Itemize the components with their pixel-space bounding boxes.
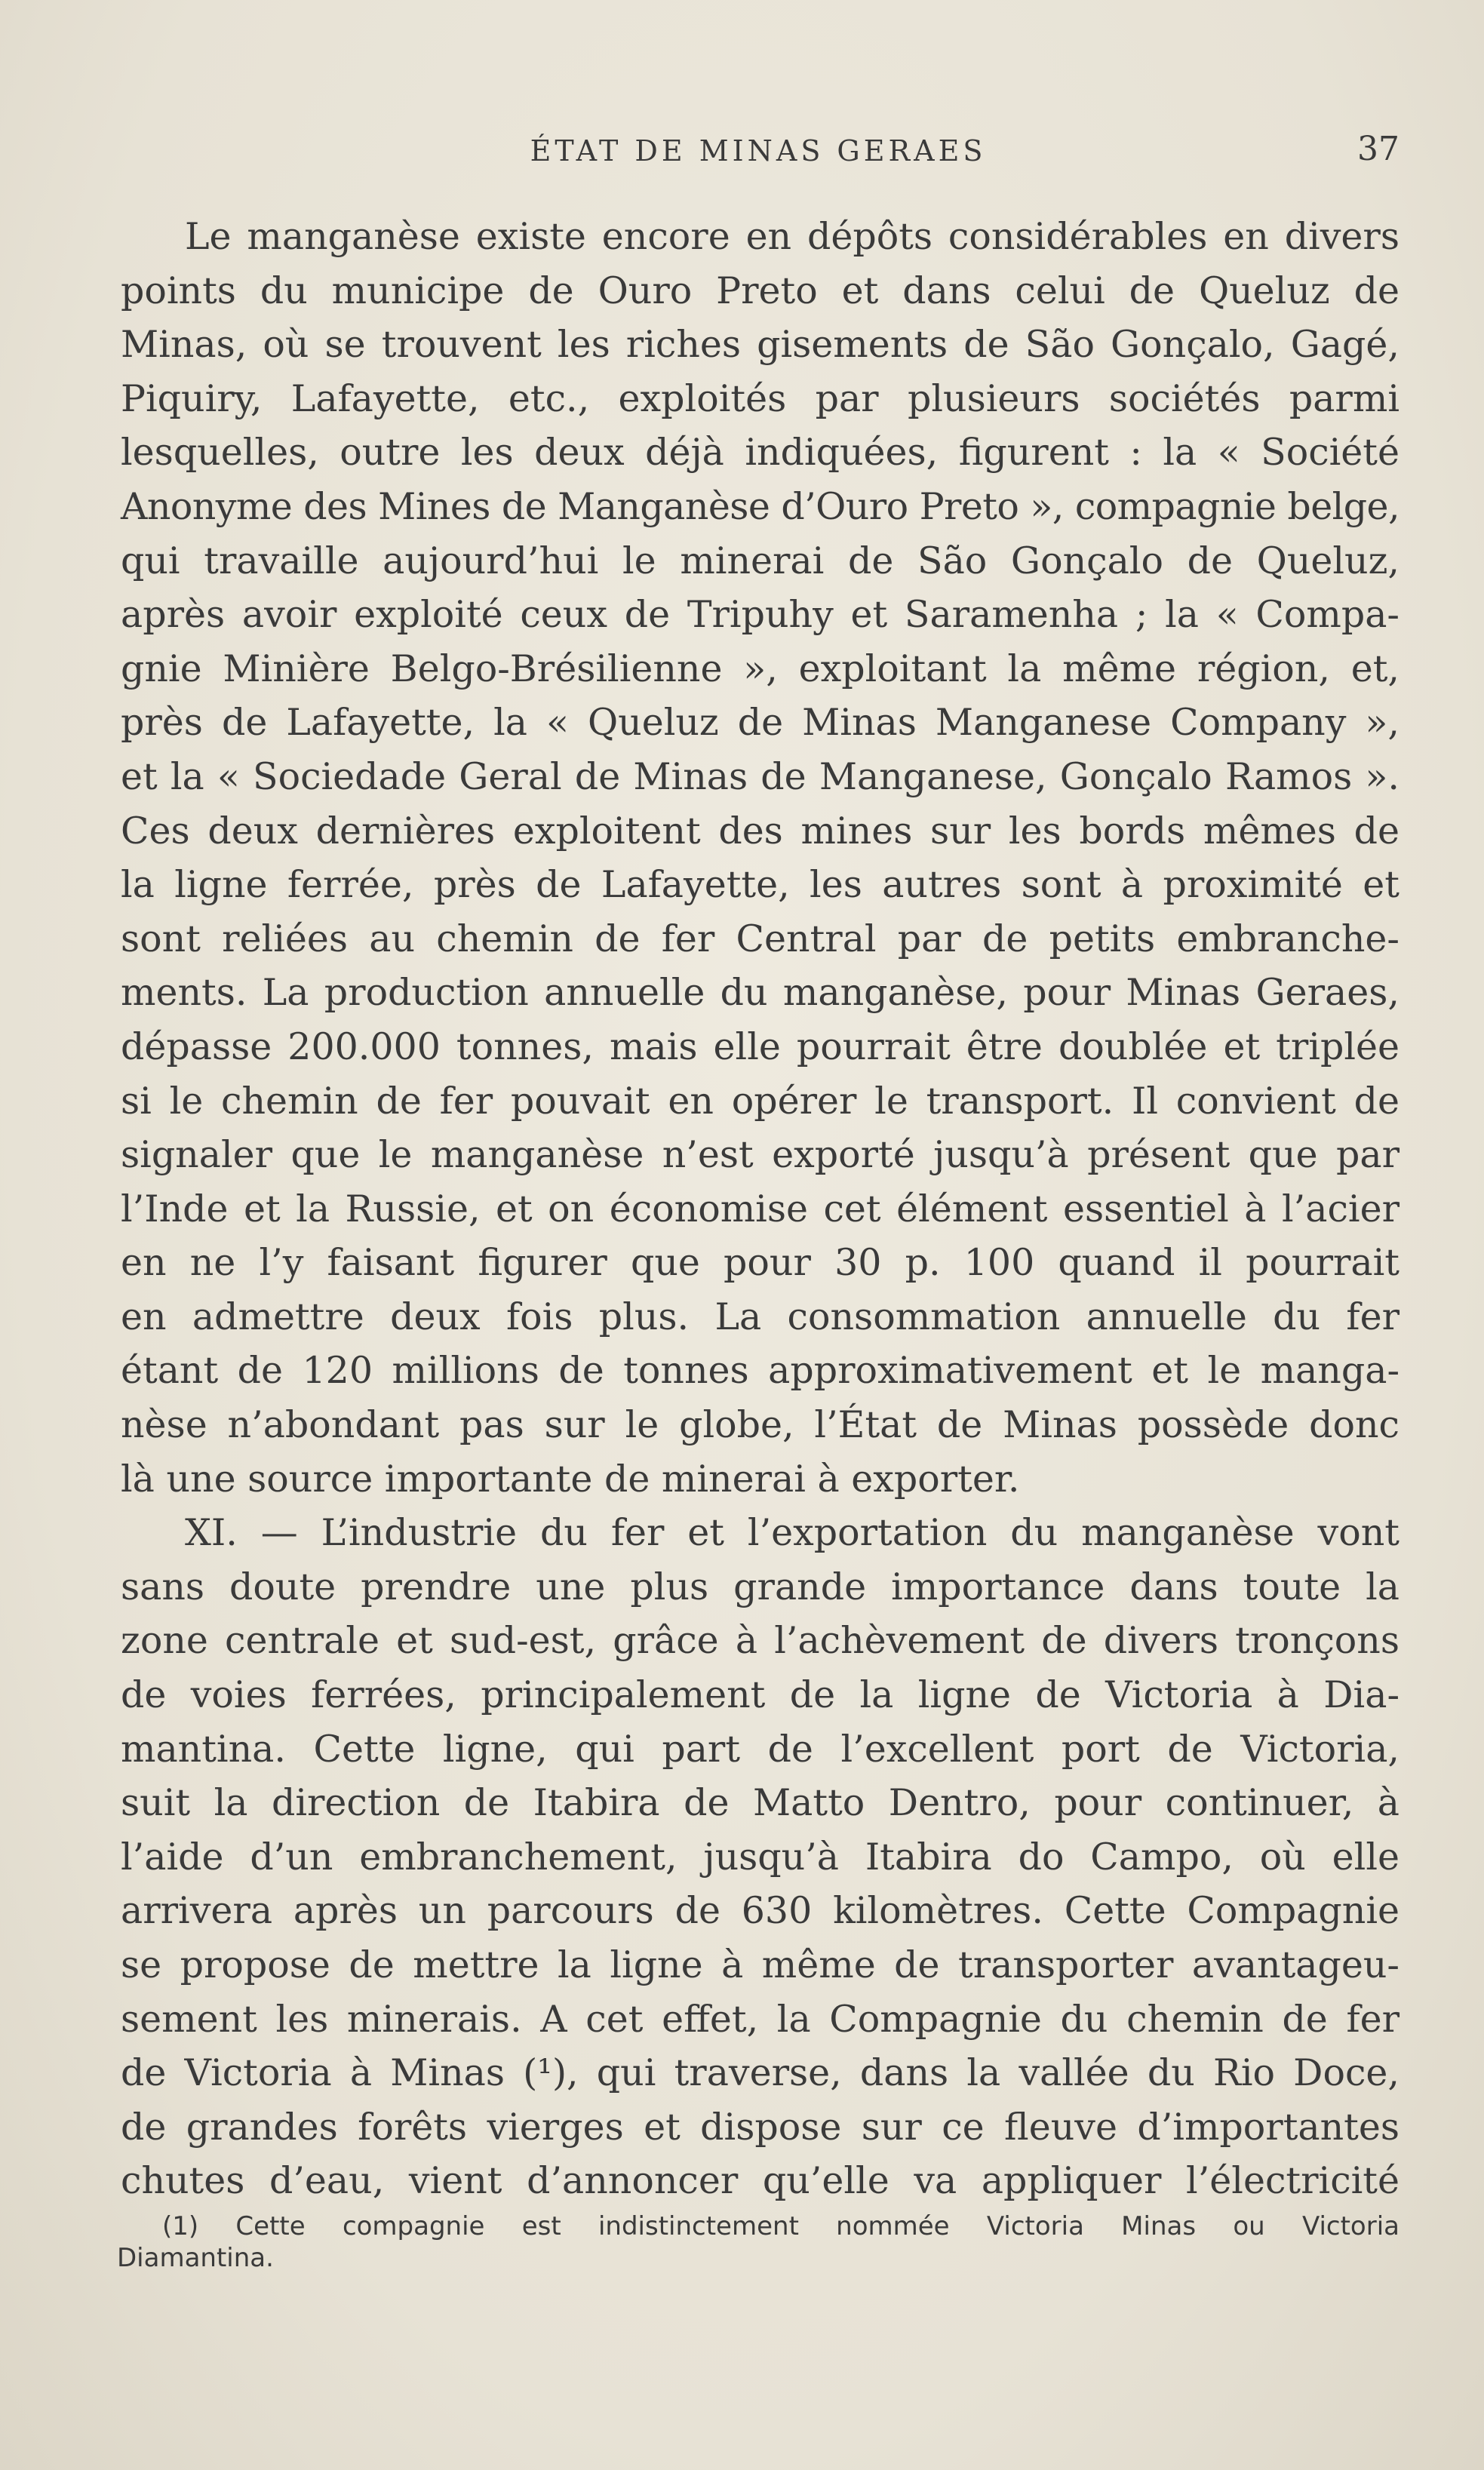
text-line: Piquiry, Lafayette, etc., exploités par plusieurs sociétés parmi	[121, 376, 1400, 420]
text-line: gnie Minière Belgo-Brésilienne », exploitant la même région, et,	[121, 647, 1400, 690]
text-line: ments. La production annuelle du manganèse, pour Minas Geraes,	[121, 971, 1400, 1015]
footnote-line: (1) Cette compagnie est indistinctement nommée Victoria Minas ou Victoria	[162, 2211, 1400, 2241]
text-line: Le manganèse existe encore en dépôts considérables en divers	[185, 215, 1400, 258]
text-line: lesquelles, outre les deux déjà indiquées, figurent : la « Société	[121, 431, 1400, 475]
text-line: de grandes forêts vierges et dispose sur ce fleuve d’importantes	[121, 2105, 1400, 2149]
text-line: l’aide d’un embranchement, jusqu’à Itabira do Campo, où elle	[121, 1835, 1400, 1879]
text-line: sont reliées au chemin de fer Central par de petits embranche-	[121, 917, 1400, 960]
text-line: en ne l’y faisant figurer que pour 30 p. 100 quand il pourrait	[121, 1241, 1400, 1285]
text-line: l’Inde et la Russie, et on économise cet élément essentiel à l’acier	[121, 1187, 1400, 1230]
text-line: Ces deux dernières exploitent des mines sur les bords mêmes de	[121, 809, 1400, 853]
text-line: près de Lafayette, la « Queluz de Minas Manganese Company »,	[121, 701, 1400, 745]
text-line: en admettre deux fois plus. La consommation annuelle du fer	[121, 1295, 1400, 1338]
text-line: mantina. Cette ligne, qui part de l’excellent port de Victoria,	[121, 1727, 1400, 1771]
text-line: XI. — L’industrie du fer et l’exportation du manganèse vont	[185, 1511, 1400, 1555]
text-line: Anonyme des Mines de Manganèse d’Ouro Preto », compagnie belge,	[121, 484, 1400, 528]
text-line: après avoir exploité ceux de Tripuhy et Saramenha ; la « Compa-	[121, 593, 1400, 637]
text-line: sement les minerais. A cet effet, la Compagnie du chemin de fer	[121, 1997, 1400, 2041]
text-line: arrivera après un parcours de 630 kilomètres. Cette Compagnie	[121, 1889, 1400, 1933]
text-line: sans doute prendre une plus grande importance dans toute la	[121, 1565, 1400, 1608]
text-line: zone centrale et sud-est, grâce à l’achèvement de divers tronçons	[121, 1619, 1400, 1663]
text-line: se propose de mettre la ligne à même de transporter avantageu-	[121, 1943, 1400, 1986]
text-line: chutes d’eau, vient d’annoncer qu’elle va appliquer l’électricité	[121, 2159, 1400, 2203]
text-line: Minas, où se trouvent les riches gisements de São Gonçalo, Gagé,	[121, 323, 1400, 367]
text-line: qui travaille aujourd’hui le minerai de São Gonçalo de Queluz,	[121, 539, 1400, 582]
text-line: là une source importante de minerai à exporter.	[121, 1457, 1020, 1501]
text-line: signaler que le manganèse n’est exporté jusqu’à présent que par	[121, 1133, 1400, 1177]
text-line: la ligne ferrée, près de Lafayette, les autres sont à proximité et	[121, 863, 1400, 907]
text-line: nèse n’abondant pas sur le globe, l’État de Minas possède donc	[121, 1403, 1400, 1447]
text-line: dépasse 200.000 tonnes, mais elle pourrait être doublée et triplée	[121, 1025, 1400, 1068]
running-title: ÉTAT DE MINAS GERAES	[530, 134, 987, 167]
text-line: si le chemin de fer pouvait en opérer le transport. Il convient de	[121, 1079, 1400, 1123]
footnote-line: Diamantina.	[117, 2243, 274, 2273]
text-line: de voies ferrées, principalement de la ligne de Victoria à Dia-	[121, 1673, 1400, 1717]
text-line: étant de 120 millions de tonnes approximativement et le manga-	[121, 1349, 1400, 1393]
text-line: points du municipe de Ouro Preto et dans celui de Queluz de	[121, 269, 1400, 312]
page-number: 37	[1357, 130, 1400, 168]
page-header	[117, 130, 1400, 175]
text-line: de Victoria à Minas (¹), qui traverse, dans la vallée du Rio Doce,	[121, 2051, 1400, 2095]
body-text	[121, 210, 1400, 2208]
footnote	[117, 2210, 1400, 2274]
text-line: et la « Sociedade Geral de Minas de Manganese, Gonçalo Ramos ».	[121, 754, 1400, 798]
text-line: suit la direction de Itabira de Matto Dentro, pour continuer, à	[121, 1781, 1400, 1825]
